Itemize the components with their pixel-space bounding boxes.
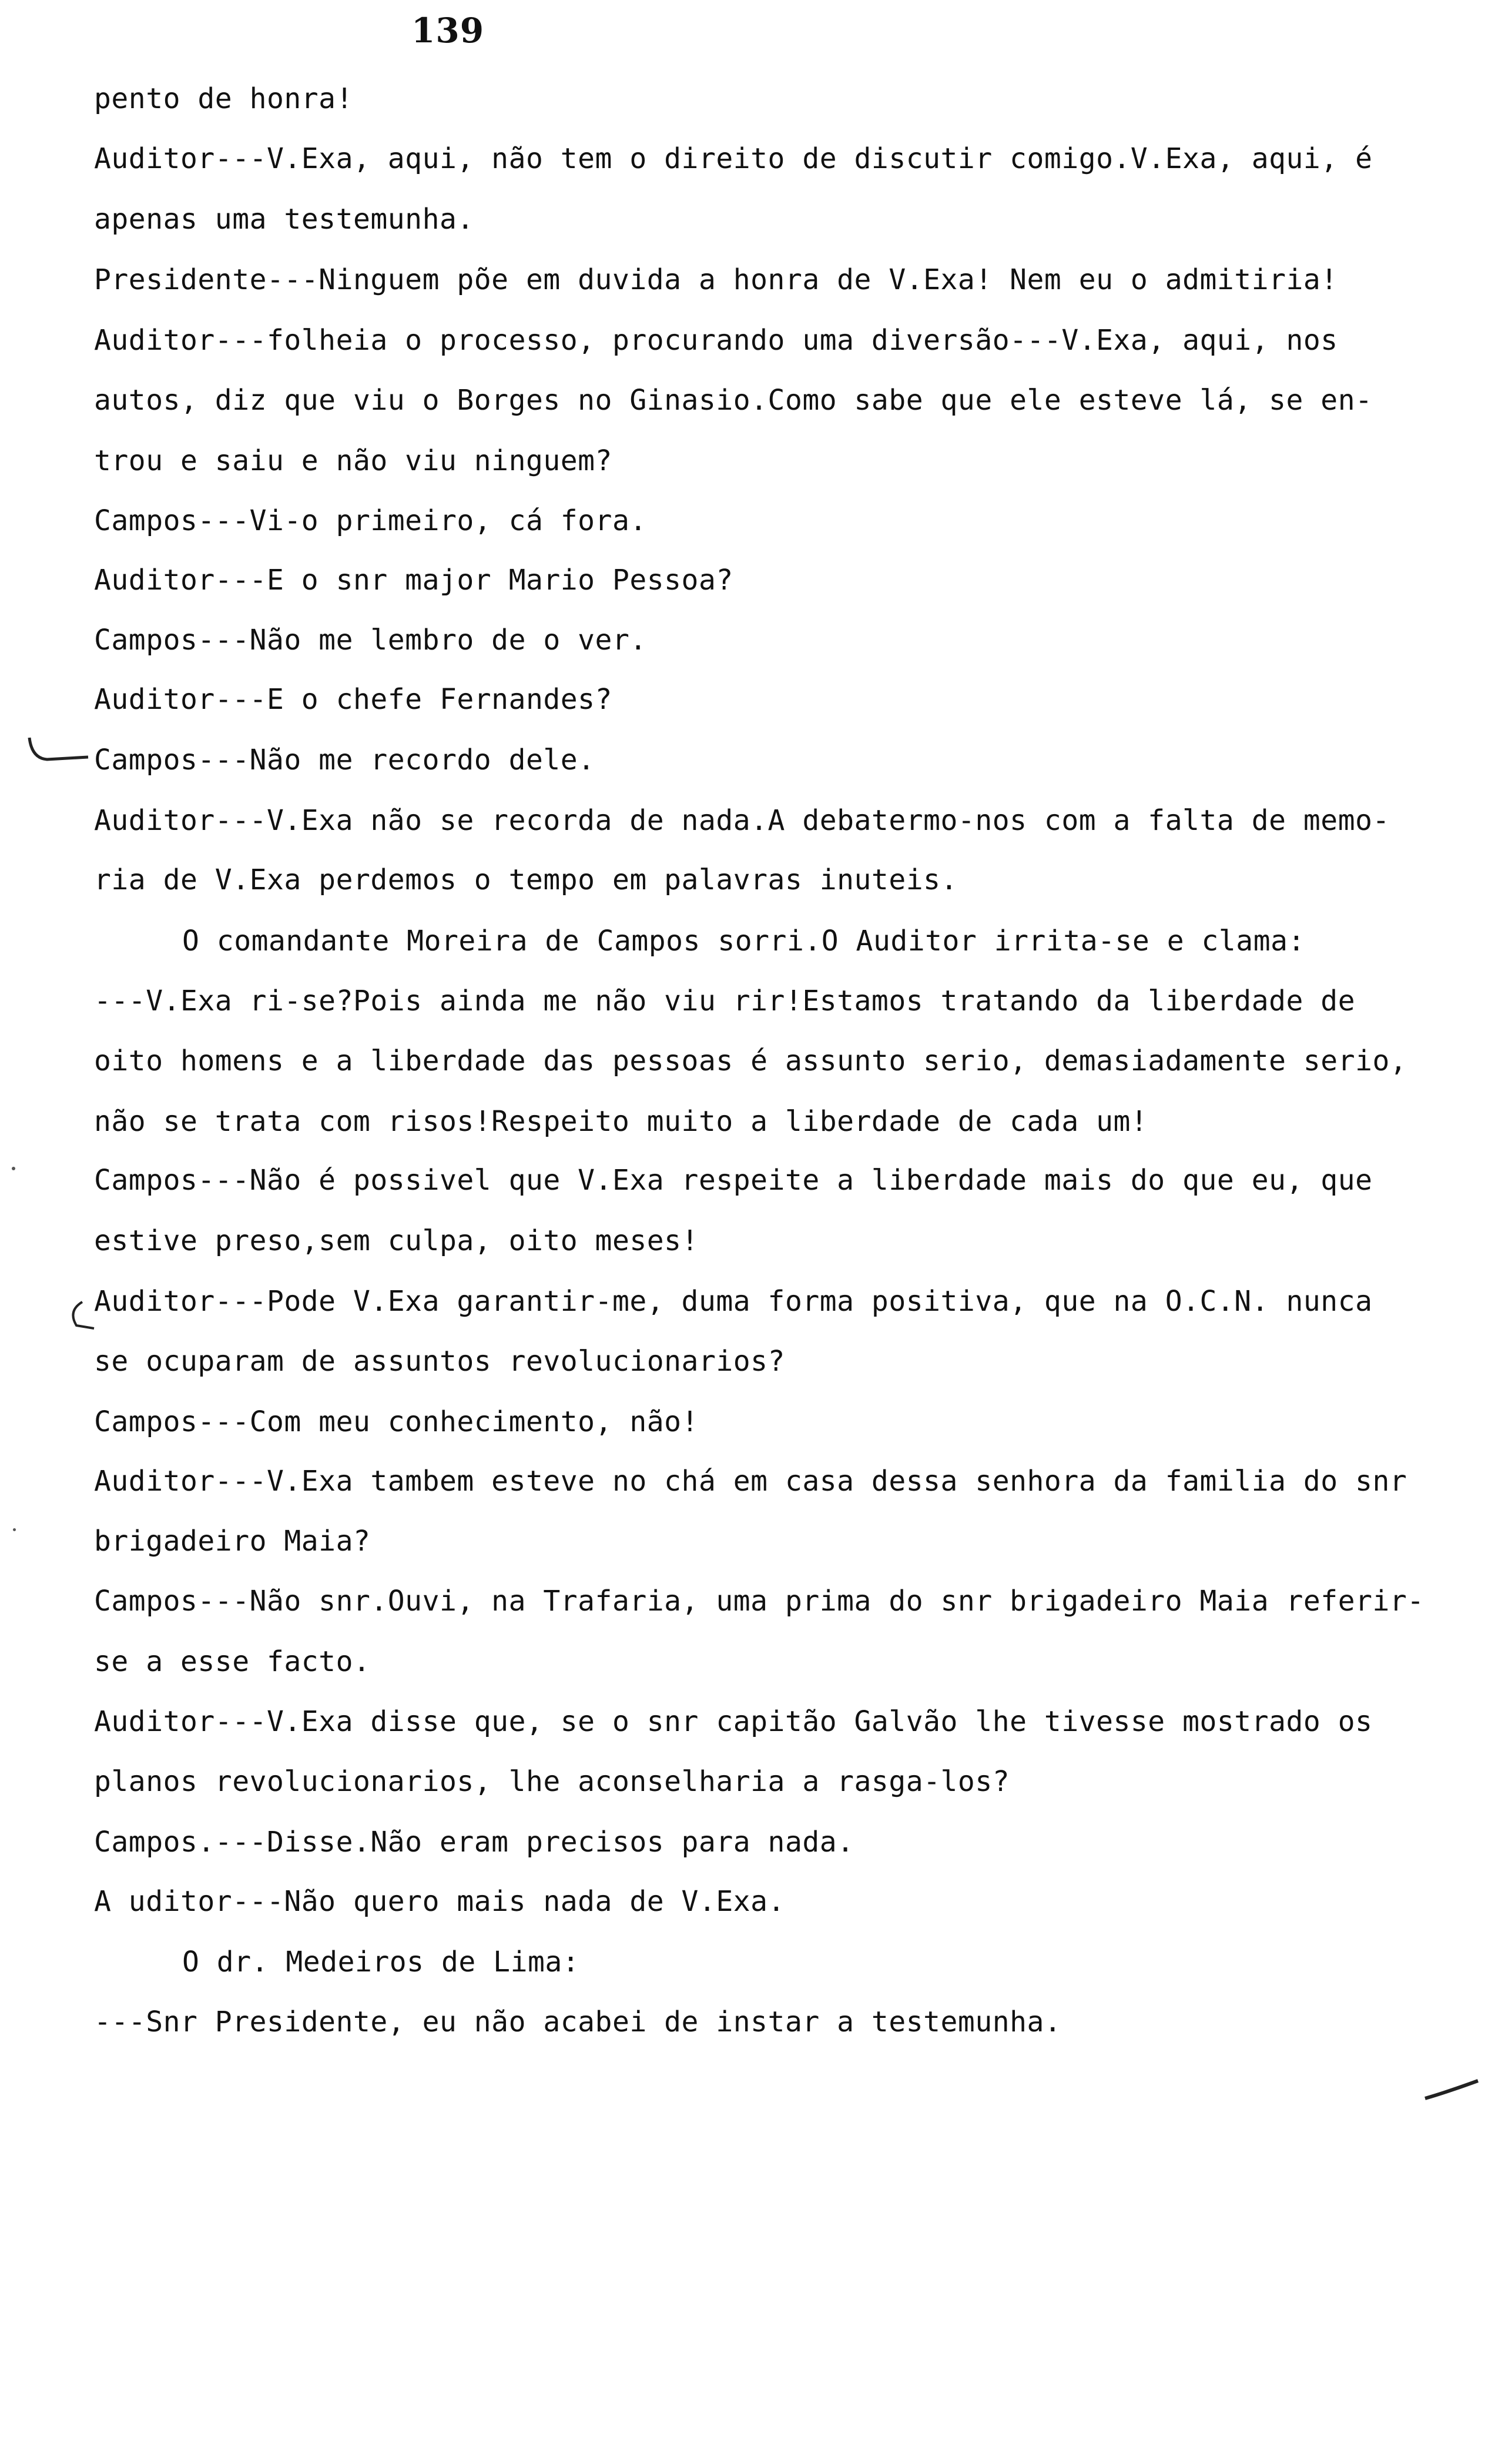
scan-speck bbox=[12, 1167, 15, 1170]
pen-stroke-mark bbox=[1422, 2075, 1481, 2104]
text-line: Campos---Não snr.Ouvi, na Trafaria, uma prima do snr brigadeiro Maia referir- bbox=[94, 1585, 1424, 1618]
text-line: Campos.---Disse.Não eram precisos para nada. bbox=[94, 1826, 854, 1859]
text-line: ria de V.Exa perdemos o tempo em palavras inuteis. bbox=[94, 863, 958, 896]
text-line: oito homens e a liberdade das pessoas é assunto serio, demasiadamente serio, bbox=[94, 1044, 1407, 1077]
text-line: Auditor---E o snr major Mario Pessoa? bbox=[94, 564, 733, 597]
text-line: brigadeiro Maia? bbox=[94, 1525, 371, 1558]
text-line: estive preso,sem culpa, oito meses! bbox=[94, 1224, 699, 1257]
text-line: Campos---Não é possivel que V.Exa respeite a liberdade mais do que eu, que bbox=[94, 1164, 1373, 1197]
text-line: O dr. Medeiros de Lima: bbox=[182, 1946, 580, 1978]
text-line: Auditor---V.Exa tambem esteve no chá em casa dessa senhora da familia do snr bbox=[94, 1465, 1407, 1498]
text-line: autos, diz que viu o Borges no Ginasio.Como sabe que ele esteve lá, se en- bbox=[94, 384, 1373, 417]
text-line: Auditor---Pode V.Exa garantir-me, duma forma positiva, que na O.C.N. nunca bbox=[94, 1285, 1373, 1318]
text-line: Auditor---folheia o processo, procurando uma diversão---V.Exa, aqui, nos bbox=[94, 324, 1338, 357]
margin-hook-mark bbox=[59, 1299, 100, 1334]
text-line: Campos---Não me recordo dele. bbox=[94, 744, 595, 776]
text-line: se a esse facto. bbox=[94, 1645, 371, 1678]
text-line: ---V.Exa ri-se?Pois ainda me não viu rir!Estamos tratando da liberdade de bbox=[94, 985, 1356, 1017]
text-line: Campos---Vi-o primeiro, cá fora. bbox=[94, 504, 647, 537]
text-line: ---Snr Presidente, eu não acabei de instar a testemunha. bbox=[94, 2006, 1062, 2038]
text-line: Auditor---E o chefe Fernandes? bbox=[94, 683, 612, 716]
page-number: 139 bbox=[411, 11, 485, 51]
text-line: Auditor---V.Exa não se recorda de nada.A debatermo-nos com a falta de memo- bbox=[94, 804, 1390, 837]
text-line: O comandante Moreira de Campos sorri.O Auditor irrita-se e clama: bbox=[182, 925, 1305, 958]
text-line: não se trata com risos!Respeito muito a liberdade de cada um! bbox=[94, 1105, 1148, 1138]
text-line: A uditor---Não quero mais nada de V.Exa. bbox=[94, 1885, 785, 1918]
scan-speck bbox=[13, 1528, 16, 1531]
text-line: Auditor---V.Exa disse que, se o snr capitão Galvão lhe tivesse mostrado os bbox=[94, 1705, 1373, 1738]
text-line: trou e saiu e não viu ninguem? bbox=[94, 444, 612, 477]
text-line: pento de honra! bbox=[94, 82, 353, 115]
text-line: apenas uma testemunha. bbox=[94, 203, 474, 236]
text-line: Campos---Não me lembro de o ver. bbox=[94, 624, 647, 657]
margin-hook-mark bbox=[24, 735, 94, 770]
text-line: planos revolucionarios, lhe aconselharia a rasga-los? bbox=[94, 1765, 1010, 1798]
text-line: Auditor---V.Exa, aqui, não tem o direito de discutir comigo.V.Exa, aqui, é bbox=[94, 142, 1373, 175]
text-line: Presidente---Ninguem põe em duvida a honra de V.Exa! Nem eu o admitiria! bbox=[94, 263, 1338, 296]
text-line: Campos---Com meu conhecimento, não! bbox=[94, 1405, 699, 1438]
text-line: se ocuparam de assuntos revolucionarios? bbox=[94, 1345, 785, 1378]
